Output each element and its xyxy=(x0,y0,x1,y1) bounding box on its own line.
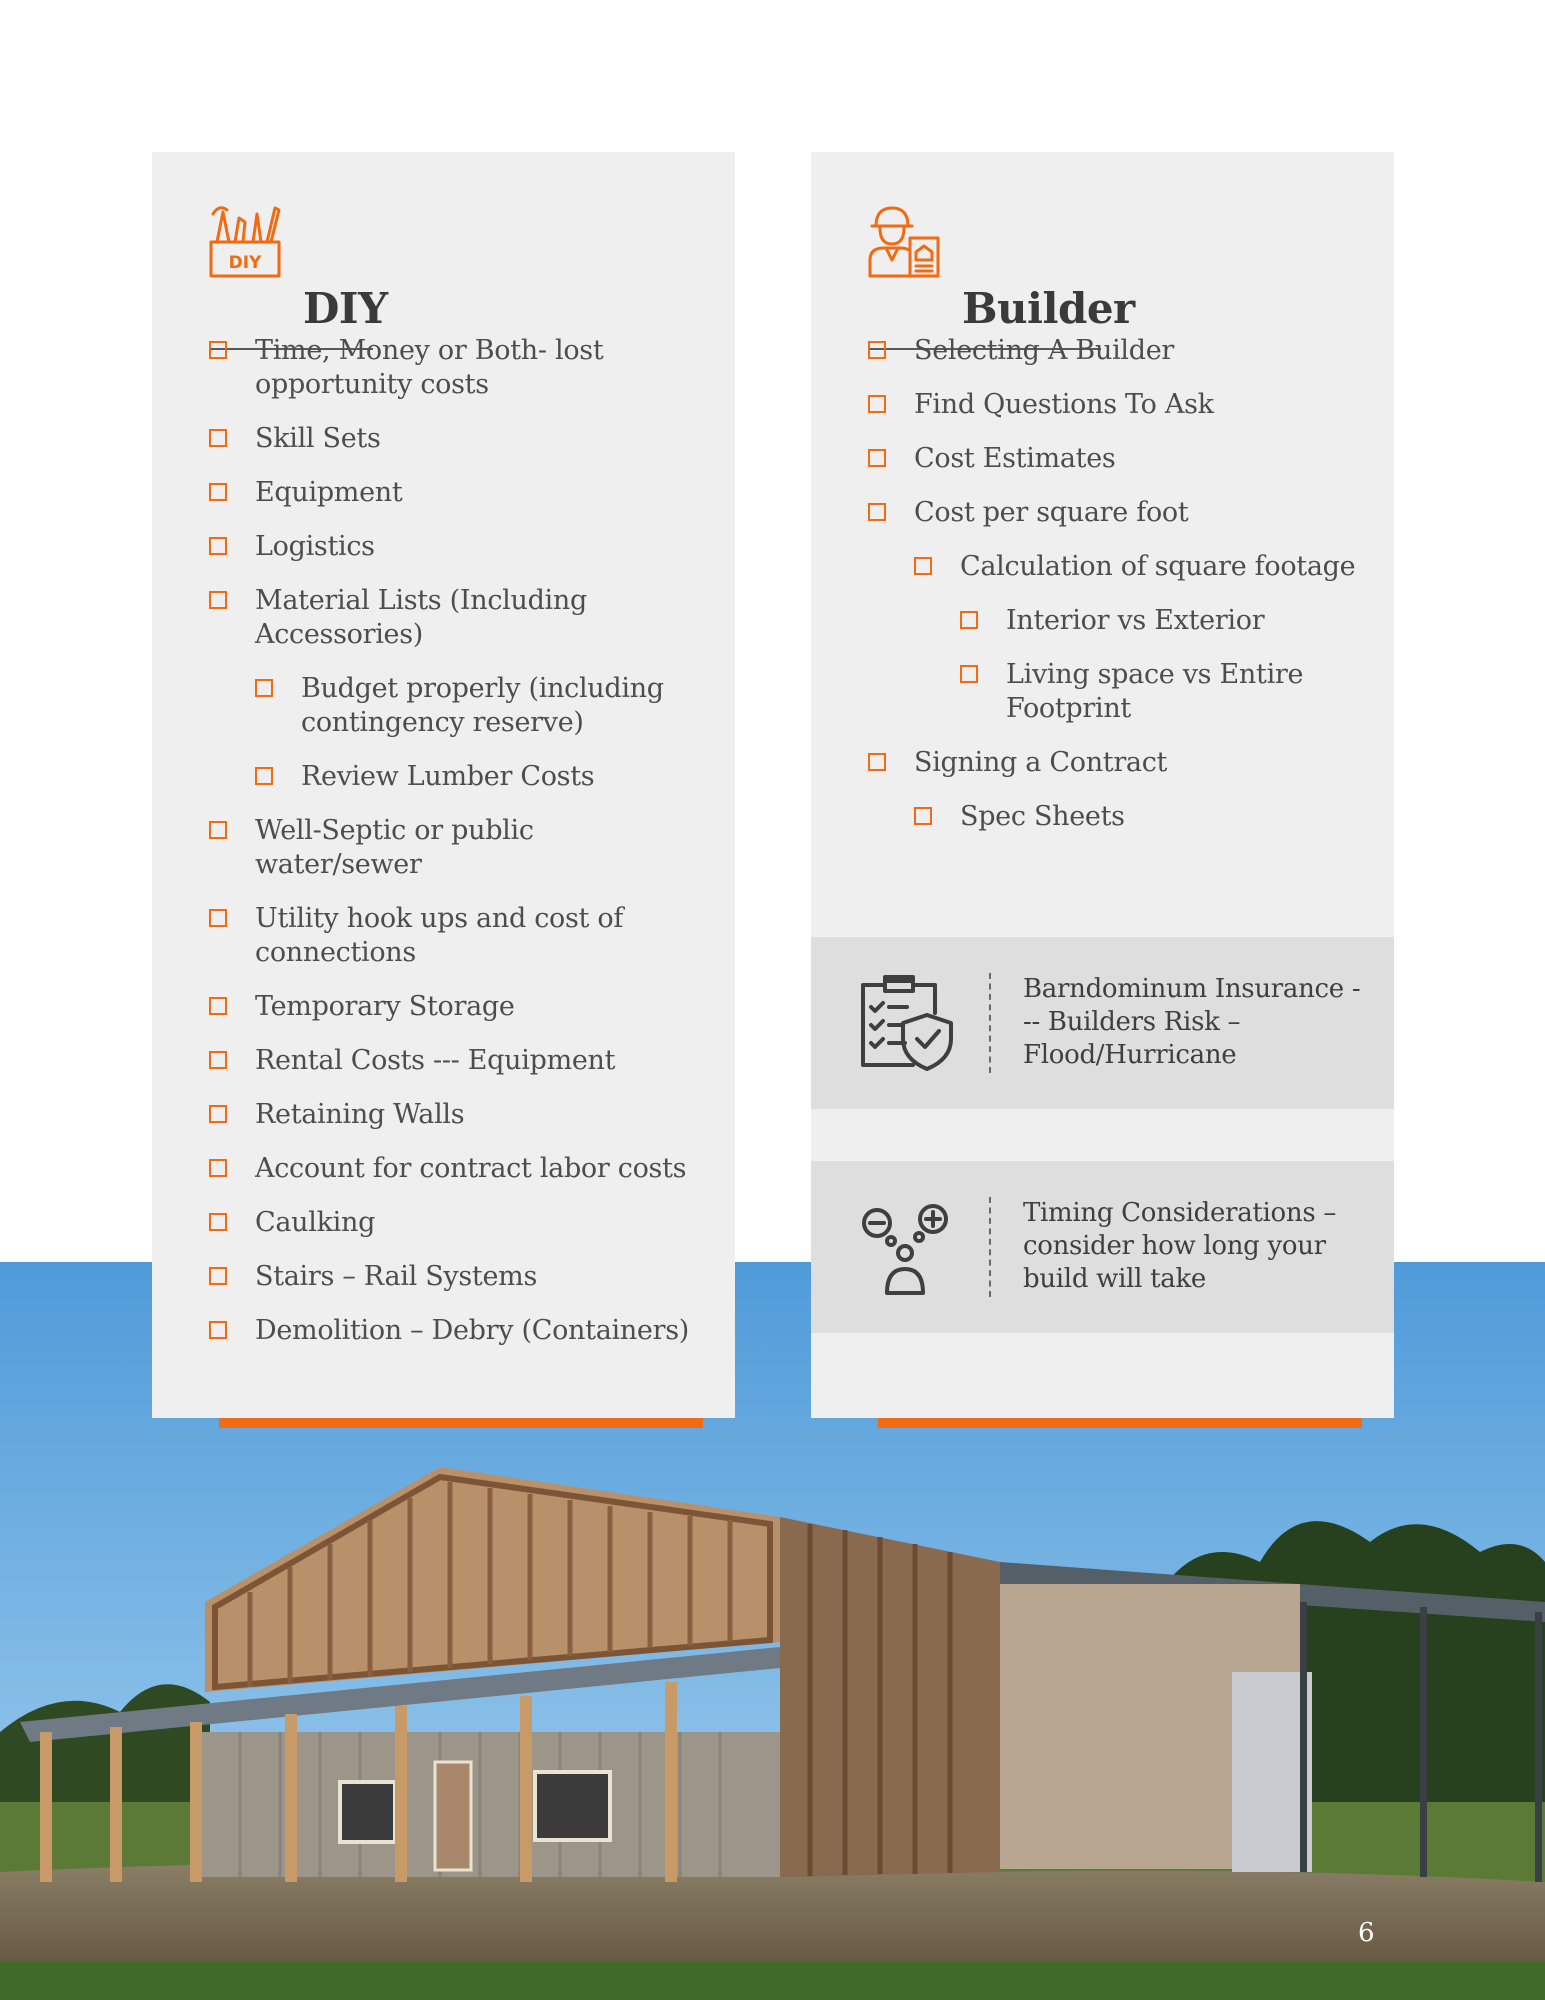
diy-checklist xyxy=(209,334,705,1368)
list-item: Account for contract labor costs xyxy=(209,1152,705,1186)
checkbox[interactable] xyxy=(209,997,227,1015)
list-item: Skill Sets xyxy=(209,422,705,456)
checkbox[interactable] xyxy=(209,1213,227,1231)
timing-callout xyxy=(811,1161,1394,1333)
checkbox[interactable] xyxy=(209,429,227,447)
list-item: Caulking xyxy=(209,1206,705,1240)
builder-checklist xyxy=(868,334,1364,854)
list-item: Find Questions To Ask xyxy=(868,388,1364,422)
builder-card xyxy=(811,152,1394,1418)
list-item: Rental Costs --- Equipment xyxy=(209,1044,705,1078)
list-item: Material Lists (Including Accessories) xyxy=(209,584,705,652)
checkbox[interactable] xyxy=(209,1267,227,1285)
list-item: Spec Sheets xyxy=(914,800,1364,834)
list-item: Cost Estimates xyxy=(868,442,1364,476)
page-number: 6 xyxy=(1358,1918,1375,1948)
checkbox[interactable] xyxy=(209,1321,227,1339)
list-item: Signing a Contract xyxy=(868,746,1364,780)
checkbox[interactable] xyxy=(209,1159,227,1177)
list-item: Temporary Storage xyxy=(209,990,705,1024)
checkbox[interactable] xyxy=(960,665,978,683)
checkbox[interactable] xyxy=(868,449,886,467)
list-item: Review Lumber Costs xyxy=(255,760,705,794)
list-item: Selecting A Builder xyxy=(868,334,1364,368)
checkbox[interactable] xyxy=(209,821,227,839)
list-item: Equipment xyxy=(209,476,705,510)
diy-title: DIY xyxy=(303,284,388,333)
list-item: Calculation of square footage xyxy=(914,550,1364,584)
checkbox[interactable] xyxy=(209,1105,227,1123)
checkbox[interactable] xyxy=(255,679,273,697)
list-item: Cost per square foot xyxy=(868,496,1364,530)
checkbox[interactable] xyxy=(914,807,932,825)
decision-person-icon xyxy=(855,1197,955,1297)
checkbox[interactable] xyxy=(868,341,886,359)
list-item: Stairs – Rail Systems xyxy=(209,1260,705,1294)
diy-icon-label: DIY xyxy=(228,253,262,273)
checkbox[interactable] xyxy=(209,483,227,501)
checkbox[interactable] xyxy=(209,909,227,927)
timing-text: Timing Considerations – consider how long your build will take xyxy=(1023,1198,1337,1294)
list-item: Budget properly (including contingency reserve) xyxy=(255,672,705,740)
checkbox[interactable] xyxy=(868,395,886,413)
checkbox[interactable] xyxy=(960,611,978,629)
list-item: Well-Septic or public water/sewer xyxy=(209,814,705,882)
list-item: Utility hook ups and cost of connections xyxy=(209,902,705,970)
checkbox[interactable] xyxy=(914,557,932,575)
list-item: Logistics xyxy=(209,530,705,564)
builder-title: Builder xyxy=(962,284,1135,333)
insurance-callout xyxy=(811,937,1394,1109)
list-item: Demolition – Debry (Containers) xyxy=(209,1314,705,1348)
checkbox[interactable] xyxy=(868,503,886,521)
list-item: Retaining Walls xyxy=(209,1098,705,1132)
callout-divider xyxy=(989,973,991,1073)
checkbox[interactable] xyxy=(209,1051,227,1069)
list-item: Interior vs Exterior xyxy=(960,604,1364,638)
builder-worker-icon xyxy=(868,204,940,280)
checkbox[interactable] xyxy=(209,537,227,555)
checkbox[interactable] xyxy=(255,767,273,785)
diy-card xyxy=(152,152,735,1418)
callout-divider xyxy=(989,1197,991,1297)
list-item: Time, Money or Both- lost opportunity costs xyxy=(209,334,705,402)
checkbox[interactable] xyxy=(868,753,886,771)
clipboard-shield-icon xyxy=(855,973,955,1073)
builder-accent-bar xyxy=(878,1418,1362,1428)
list-item: Living space vs Entire Footprint xyxy=(960,658,1364,726)
insurance-text: Barndominum Insurance --- Builders Risk – Flood/Hurricane xyxy=(1023,974,1361,1070)
diy-toolbox-icon xyxy=(209,204,281,280)
checkbox[interactable] xyxy=(209,591,227,609)
diy-accent-bar xyxy=(219,1418,703,1428)
checkbox[interactable] xyxy=(209,341,227,359)
